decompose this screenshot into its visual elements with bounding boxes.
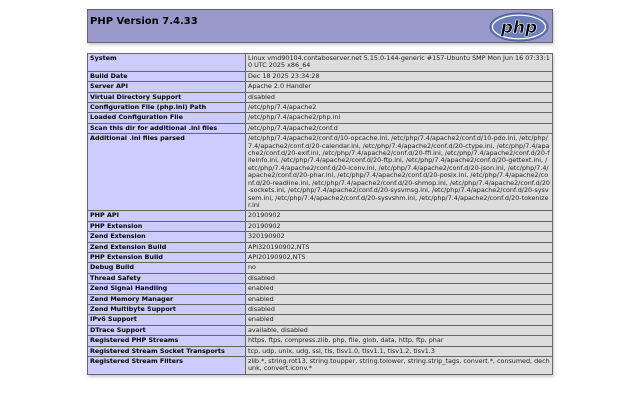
table-row xyxy=(88,336,553,346)
setting-name: Zend Signal Handling xyxy=(88,284,246,294)
setting-value: API20190902,NTS xyxy=(246,252,553,262)
table-row xyxy=(88,103,553,113)
setting-name: Registered Stream Socket Transports xyxy=(88,346,246,356)
setting-name: Zend Extension Build xyxy=(88,242,246,252)
table-row xyxy=(88,134,553,211)
setting-value: disabled xyxy=(246,92,553,102)
php-logo-text: php xyxy=(500,18,538,38)
setting-value: /etc/php/7.4/apache2/php.ini xyxy=(246,113,553,123)
setting-name: DTrace Support xyxy=(88,325,246,335)
setting-name: Registered Stream Filters xyxy=(88,357,246,375)
setting-value: 20190902 xyxy=(246,211,553,221)
php-logo-icon xyxy=(489,12,549,42)
table-row xyxy=(88,232,553,242)
setting-value: Apache 2.0 Handler xyxy=(246,82,553,92)
table-row xyxy=(88,113,553,123)
table-row xyxy=(88,242,553,252)
setting-value: enabled xyxy=(246,294,553,304)
setting-value: API320190902,NTS xyxy=(246,242,553,252)
table-row xyxy=(88,71,553,81)
table-row xyxy=(88,304,553,314)
setting-name: PHP API xyxy=(88,211,246,221)
setting-name: Zend Extension xyxy=(88,232,246,242)
table-row xyxy=(88,294,553,304)
setting-value: enabled xyxy=(246,315,553,325)
setting-value: Linux vmd90104.contaboserver.net 5.15.0-144-generic #157-Ubuntu SMP Mon Jun 16 07:33:10 UTC 2025 x86_64 xyxy=(246,54,553,72)
table-row xyxy=(88,315,553,325)
table-row xyxy=(88,346,553,356)
setting-name: Configuration File (php.ini) Path xyxy=(88,103,246,113)
setting-value: https, ftps, compress.zlib, php, file, glob, data, http, ftp, phar xyxy=(246,336,553,346)
table-row xyxy=(88,273,553,283)
info-table xyxy=(87,53,553,375)
setting-name: Zend Memory Manager xyxy=(88,294,246,304)
setting-name: Virtual Directory Support xyxy=(88,92,246,102)
setting-name: Server API xyxy=(88,82,246,92)
setting-value: disabled xyxy=(246,304,553,314)
setting-name: PHP Extension xyxy=(88,221,246,231)
setting-value: enabled xyxy=(246,284,553,294)
setting-value: available, disabled xyxy=(246,325,553,335)
setting-value: /etc/php/7.4/apache2 xyxy=(246,103,553,113)
version-header xyxy=(87,9,553,43)
setting-name: Zend Multibyte Support xyxy=(88,304,246,314)
setting-name: Loaded Configuration File xyxy=(88,113,246,123)
setting-name: Registered PHP Streams xyxy=(88,336,246,346)
table-row xyxy=(88,357,553,375)
setting-value: Dec 18 2025 23:34:28 xyxy=(246,71,553,81)
setting-name: Thread Safety xyxy=(88,273,246,283)
setting-value: 320190902 xyxy=(246,232,553,242)
table-row xyxy=(88,263,553,273)
table-row xyxy=(88,123,553,133)
setting-value: 20190902 xyxy=(246,221,553,231)
setting-name: IPv6 Support xyxy=(88,315,246,325)
setting-value: /etc/php/7.4/apache2/conf.d/10-opcache.ini, /etc/php/7.4/apache2/conf.d/10-pdo.ini, /etc/php/7.4/apache2/conf.d/20-calendar.ini, /etc/php/7.4/apache2/conf.d/20-ctype.ini, /etc/php/7.4/apache2/conf.d/20-exif.ini, /etc/php/7.4/apache2/conf.d/20-ffi.ini, /etc/php/7.4/apache2/conf.d/20-fileinfo.ini, /etc/php/7.4/apache2/conf.d/20-ftp.ini, /etc/php/7.4/apache2/conf.d/20-gettext.ini, /etc/php/7.4/apache2/conf.d/20-iconv.ini, /etc/php/7.4/apache2/conf.d/20-json.ini, /etc/php/7.4/apache2/conf.d/20-phar.ini, /etc/php/7.4/apache2/conf.d/20-posix.ini, /etc/php/7.4/apache2/conf.d/20-readline.ini, /etc/php/7.4/apache2/conf.d/20-shmop.ini, /etc/php/7.4/apache2/conf.d/20-sockets.ini, /etc/php/7.4/apache2/conf.d/20-sysvmsg.ini, /etc/php/7.4/apache2/conf.d/20-sysvsem.ini, /etc/php/7.4/apache2/conf.d/20-sysvshm.ini, /etc/php/7.4/apache2/conf.d/20-tokenizer.ini xyxy=(246,134,553,211)
page-title: PHP Version 7.4.33 xyxy=(90,16,198,27)
setting-name: PHP Extension Build xyxy=(88,252,246,262)
setting-value: no xyxy=(246,263,553,273)
setting-value: zlib.*, string.rot13, string.toupper, string.tolower, string.strip_tags, convert.*, consumed, dechunk, convert.iconv.* xyxy=(246,357,553,375)
setting-name: System xyxy=(88,54,246,72)
table-row xyxy=(88,54,553,72)
setting-name: Scan this dir for additional .ini files xyxy=(88,123,246,133)
table-row xyxy=(88,82,553,92)
setting-value: tcp, udp, unix, udg, ssl, tls, tlsv1.0, tlsv1.1, tlsv1.2, tlsv1.3 xyxy=(246,346,553,356)
table-row xyxy=(88,211,553,221)
table-row xyxy=(88,325,553,335)
setting-name: Debug Build xyxy=(88,263,246,273)
table-row xyxy=(88,284,553,294)
setting-value: /etc/php/7.4/apache2/conf.d xyxy=(246,123,553,133)
table-row xyxy=(88,221,553,231)
table-row xyxy=(88,92,553,102)
setting-value: disabled xyxy=(246,273,553,283)
table-row xyxy=(88,252,553,262)
setting-name: Additional .ini files parsed xyxy=(88,134,246,211)
phpinfo-container xyxy=(87,9,553,375)
setting-name: Build Date xyxy=(88,71,246,81)
